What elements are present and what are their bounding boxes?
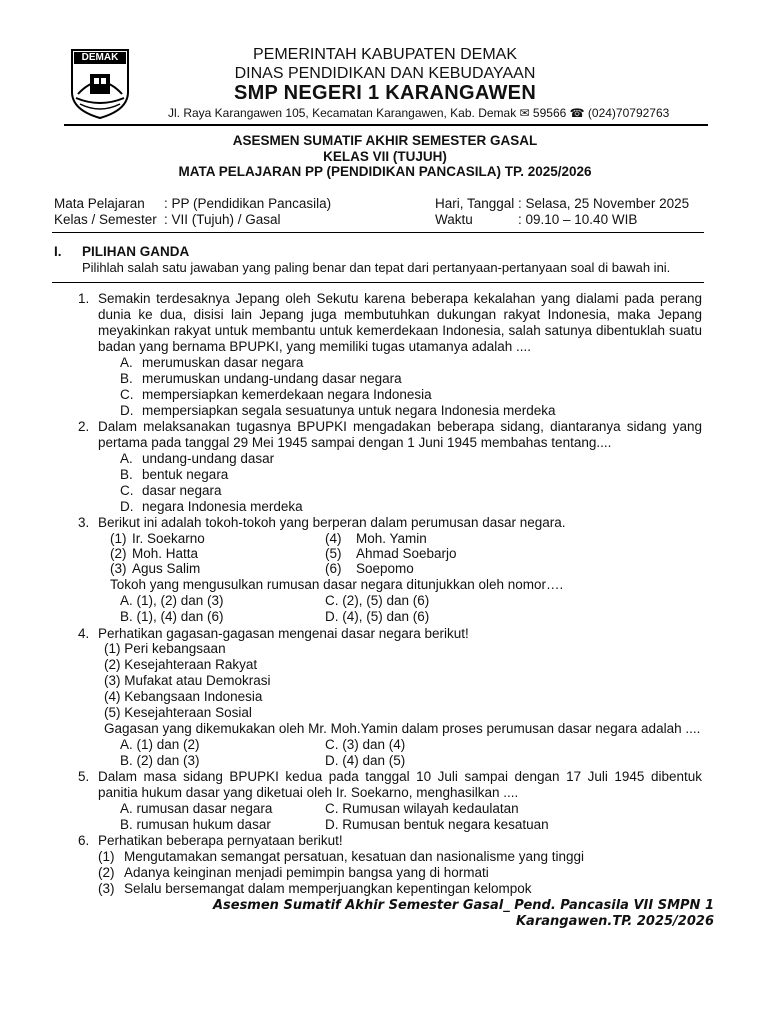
figure-number: (4): [325, 531, 342, 546]
option-text: merumuskan dasar negara: [142, 355, 304, 370]
figure-name: Moh. Hatta: [132, 546, 199, 561]
time-label: Waktu: [435, 212, 473, 227]
figure-number: (1): [110, 531, 127, 546]
question-number: 6.: [78, 833, 90, 848]
option-a: A. (1) dan (2): [120, 737, 200, 752]
exam-subject: MATA PELAJARAN PP (PENDIDIKAN PANCASILA) TP. 2025/2026: [178, 164, 592, 179]
idea-item: (4) Kebangsaan Indonesia: [104, 689, 263, 704]
logo-label: DEMAK: [81, 52, 119, 63]
option-letter: D.: [120, 499, 134, 514]
school-address: Jl. Raya Karangawen 105, Kecamatan Karangawen, Kab. Demak ✉ 59566 ☎ (024)70792763: [168, 106, 670, 120]
statement-text: Adanya keinginan menjadi pemimpin bangsa yang di hormati: [124, 865, 489, 880]
question-number: 2.: [78, 419, 90, 434]
option-letter: D.: [120, 403, 134, 418]
subject-value: : PP (Pendidikan Pancasila): [164, 196, 332, 211]
figure-number: (6): [325, 561, 342, 576]
class-label: Kelas / Semester: [54, 212, 157, 227]
idea-item: (3) Mufakat atau Demokrasi: [104, 673, 271, 688]
question-stem: Gagasan yang dikemukakan oleh Mr. Moh.Yamin dalam proses perumusan dasar negara adalah ....: [104, 721, 701, 736]
question-text: Dalam masa sidang BPUPKI kedua pada tanggal 10 Juli sampai dengan 17 Juli 1945 dibentuk panitia hukum dasar yang diketuai oleh Ir. Soekarno, menghasilkan ....: [98, 769, 702, 800]
exam-class: KELAS VII (TUJUH): [323, 149, 447, 164]
option-text: bentuk negara: [142, 467, 229, 482]
subject-label: Mata Pelajaran: [54, 196, 145, 211]
statement-text: Mengutamakan semangat persatuan, kesatuan dan nasionalisme yang tinggi: [124, 849, 585, 864]
section-number: I.: [54, 244, 62, 259]
option-letter: C.: [120, 387, 134, 402]
section-instruction: Pilihlah salah satu jawaban yang paling benar dan tepat dari pertanyaan-pertanyaan soal di bawah ini.: [82, 260, 671, 275]
option-b: B. (2) dan (3): [120, 753, 200, 768]
option-letter: A.: [120, 355, 133, 370]
figure-name: Ahmad Soebarjo: [356, 546, 457, 561]
option-text: mempersiapkan segala sesuatunya untuk negara Indonesia merdeka: [142, 403, 556, 418]
question-text: Perhatikan gagasan-gagasan mengenai dasar negara berikut!: [98, 626, 469, 641]
question-number: 3.: [78, 515, 90, 530]
option-text: undang-undang dasar: [142, 451, 275, 466]
figure-number: (2): [110, 546, 127, 561]
figure-number: (3): [110, 561, 127, 576]
idea-item: (5) Kesejahteraan Sosial: [104, 705, 252, 720]
option-text: dasar negara: [142, 483, 222, 498]
section-divider: [52, 282, 704, 283]
figure-name: Soepomo: [356, 561, 414, 576]
option-text: merumuskan undang-undang dasar negara: [142, 371, 402, 386]
option-b: B. rumusan hukum dasar: [120, 817, 271, 832]
option-d: D. (4), (5) dan (6): [325, 609, 430, 624]
page-footer-line1: Asesmen Sumatif Akhir Semester Gasal_ Pend. Pancasila VII SMPN 1: [212, 898, 714, 913]
idea-item: (2) Kesejahteraan Rakyat: [104, 657, 258, 672]
statement-text: Selalu bersemangat dalam memperjuangkan kepentingan kelompok: [124, 881, 532, 896]
figure-name: Agus Salim: [132, 561, 201, 576]
info-divider: [52, 232, 704, 233]
exam-title: ASESMEN SUMATIF AKHIR SEMESTER GASAL: [232, 133, 538, 148]
question-text: Perhatikan beberapa pernyataan berikut!: [98, 833, 343, 848]
question-number: 5.: [78, 769, 90, 784]
option-c: C. (3) dan (4): [325, 737, 406, 752]
letterhead-divider: [64, 124, 708, 126]
question-text: Dalam melaksanakan tugasnya BPUPKI mengadakan beberapa sidang, diantaranya sidang yang pertama pada tanggal 29 Mei 1945 sampai dengan 1 Juni 1945 membahas tentang....: [98, 419, 702, 450]
date-value: : Selasa, 25 November 2025: [518, 196, 690, 211]
question-number: 4.: [78, 626, 90, 641]
question-stem: Tokoh yang mengusulkan rumusan dasar negara ditunjukkan oleh nomor….: [110, 577, 564, 592]
option-d: D. Rumusan bentuk negara kesatuan: [325, 817, 549, 832]
section-title: PILIHAN GANDA: [82, 244, 190, 259]
statement-number: (3): [98, 881, 115, 896]
department-line: DINAS PENDIDIKAN DAN KEBUDAYAAN: [234, 65, 536, 82]
class-value: : VII (Tujuh) / Gasal: [164, 212, 281, 227]
idea-item: (1) Peri kebangsaan: [104, 641, 226, 656]
option-c: C. Rumusan wilayah kedaulatan: [325, 801, 519, 816]
figure-name: Moh. Yamin: [356, 531, 427, 546]
page-footer-line2: Karangawen.TP. 2025/2026: [515, 914, 714, 929]
question-number: 1.: [78, 291, 90, 306]
statement-number: (2): [98, 865, 115, 880]
option-d: D. (4) dan (5): [325, 753, 406, 768]
option-text: negara Indonesia merdeka: [142, 499, 303, 514]
school-name: SMP NEGERI 1 KARANGAWEN: [233, 82, 537, 104]
option-text: mempersiapkan kemerdekaan negara Indonesia: [142, 387, 432, 402]
question-text: Berikut ini adalah tokoh-tokoh yang berperan dalam perumusan dasar negara.: [98, 515, 566, 530]
time-value: : 09.10 – 10.40 WIB: [518, 212, 638, 227]
option-c: C. (2), (5) dan (6): [325, 593, 430, 608]
date-label: Hari, Tanggal: [435, 196, 515, 211]
question-text: Semakin terdesaknya Jepang oleh Sekutu karena beberapa kekalahan yang dialami pada perang dunia ke dua, disisi lain Jepang juga membutuhkan dukungan rakyat Indonesia, maka Jepang meyakinkan rakyat untuk membantu untuk kemerdekaan Indonesia, salah satunya dibentuklah suatu badan yang bernama BPUPKI, yang memiliki tugas utamanya adalah ....: [98, 291, 702, 354]
option-letter: B.: [120, 371, 133, 386]
figure-number: (5): [325, 546, 342, 561]
government-line: PEMERINTAH KABUPATEN DEMAK: [252, 46, 518, 63]
option-letter: B.: [120, 467, 133, 482]
option-letter: A.: [120, 451, 133, 466]
option-a: A. rumusan dasar negara: [120, 801, 273, 816]
option-letter: C.: [120, 483, 134, 498]
statement-number: (1): [98, 849, 115, 864]
option-a: A. (1), (2) dan (3): [120, 593, 224, 608]
option-b: B. (1), (4) dan (6): [120, 609, 224, 624]
figure-name: Ir. Soekarno: [132, 531, 205, 546]
